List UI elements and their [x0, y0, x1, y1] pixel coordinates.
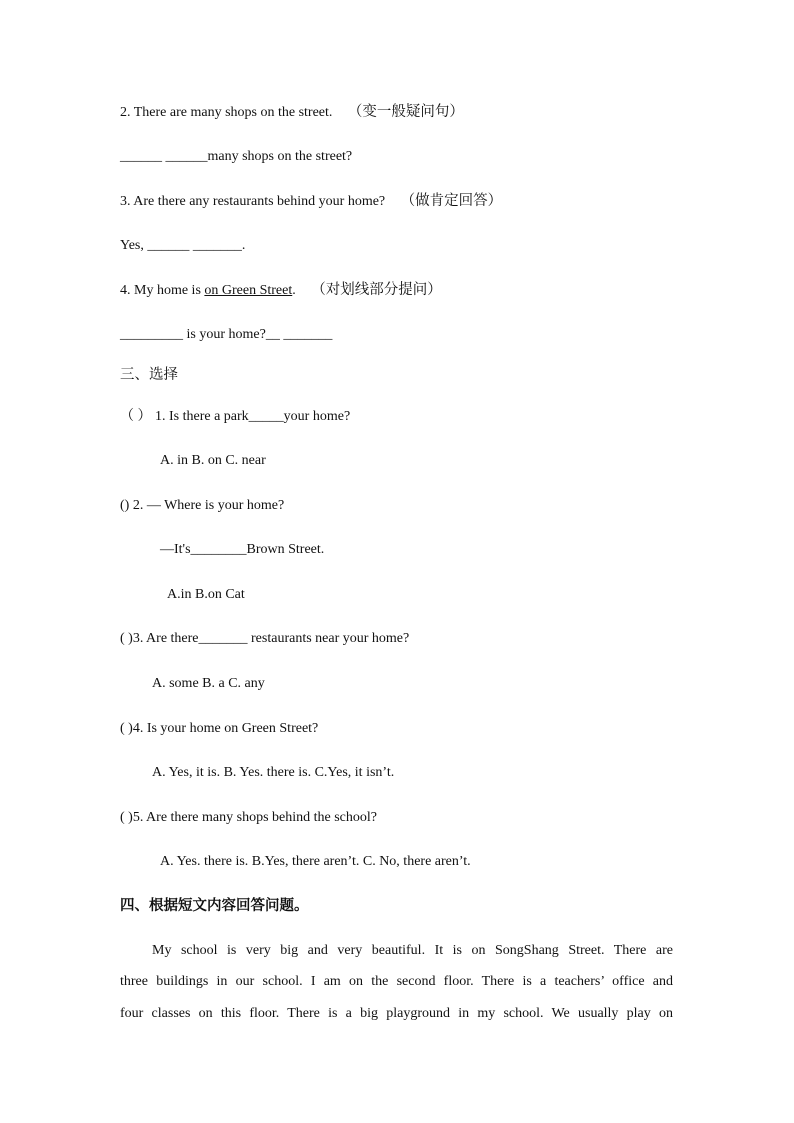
- choice-1-stem: （ ） 1. Is there a park_____your home?: [120, 409, 351, 424]
- exercise-2-answer-line: ______ ______many shops on the street?: [120, 149, 353, 164]
- exercise-4-prompt: [120, 281, 442, 300]
- choice-2-options: A.in B.on Cat: [167, 587, 245, 602]
- choice-4-options: A. Yes, it is. B. Yes. there is. C.Yes, it isn’t.: [152, 765, 395, 780]
- exercise-3-prompt: [120, 192, 502, 211]
- exercise-4-sentence-start: 4. My home is: [120, 283, 205, 298]
- passage-line-1: My school is very big and very beautiful. It is on SongShang Street. There are: [152, 943, 673, 958]
- choice-1-options: A. in B. on C. near: [160, 453, 266, 468]
- choice-3-options: A. some B. a C. any: [152, 676, 265, 691]
- exercise-4-sentence-end: .: [292, 283, 296, 298]
- exercise-4-instruction: （对划线部分提问）: [311, 282, 442, 298]
- choice-3-stem: ( )3. Are there_______ restaurants near your home?: [120, 631, 410, 646]
- choice-5-options: A. Yes. there is. B.Yes, there aren’t. C. No, there aren’t.: [160, 854, 471, 869]
- exercise-4-underlined-phrase: on Green Street: [204, 283, 293, 298]
- choice-5-stem: ( )5. Are there many shops behind the school?: [120, 810, 377, 825]
- exercise-3-instruction: （做肯定回答）: [400, 193, 503, 209]
- section-4-heading: 四、根据短文内容回答问题。: [120, 898, 309, 914]
- exercise-4-answer-line: _________ is your home?__ _______: [120, 327, 333, 342]
- section-3-heading: 三、选择: [120, 367, 178, 383]
- choice-2-stem: () 2. — Where is your home?: [120, 498, 285, 513]
- passage-line-3: four classes on this floor. There is a big playground in my school. We usually play on: [120, 1006, 673, 1021]
- exercise-2-instruction: （变一般疑问句）: [347, 104, 464, 120]
- choice-2-reply: —It's________Brown Street.: [160, 542, 325, 557]
- passage-line-2: three buildings in our school. I am on the second floor. There is a teachers’ office and: [120, 974, 673, 989]
- exercise-3-answer-line: Yes, ______ _______.: [120, 238, 246, 253]
- exercise-3-sentence: 3. Are there any restaurants behind your home?: [120, 194, 386, 209]
- exercise-2-sentence: 2. There are many shops on the street.: [120, 105, 333, 120]
- choice-4-stem: ( )4. Is your home on Green Street?: [120, 721, 319, 736]
- exercise-2-prompt: [120, 103, 464, 122]
